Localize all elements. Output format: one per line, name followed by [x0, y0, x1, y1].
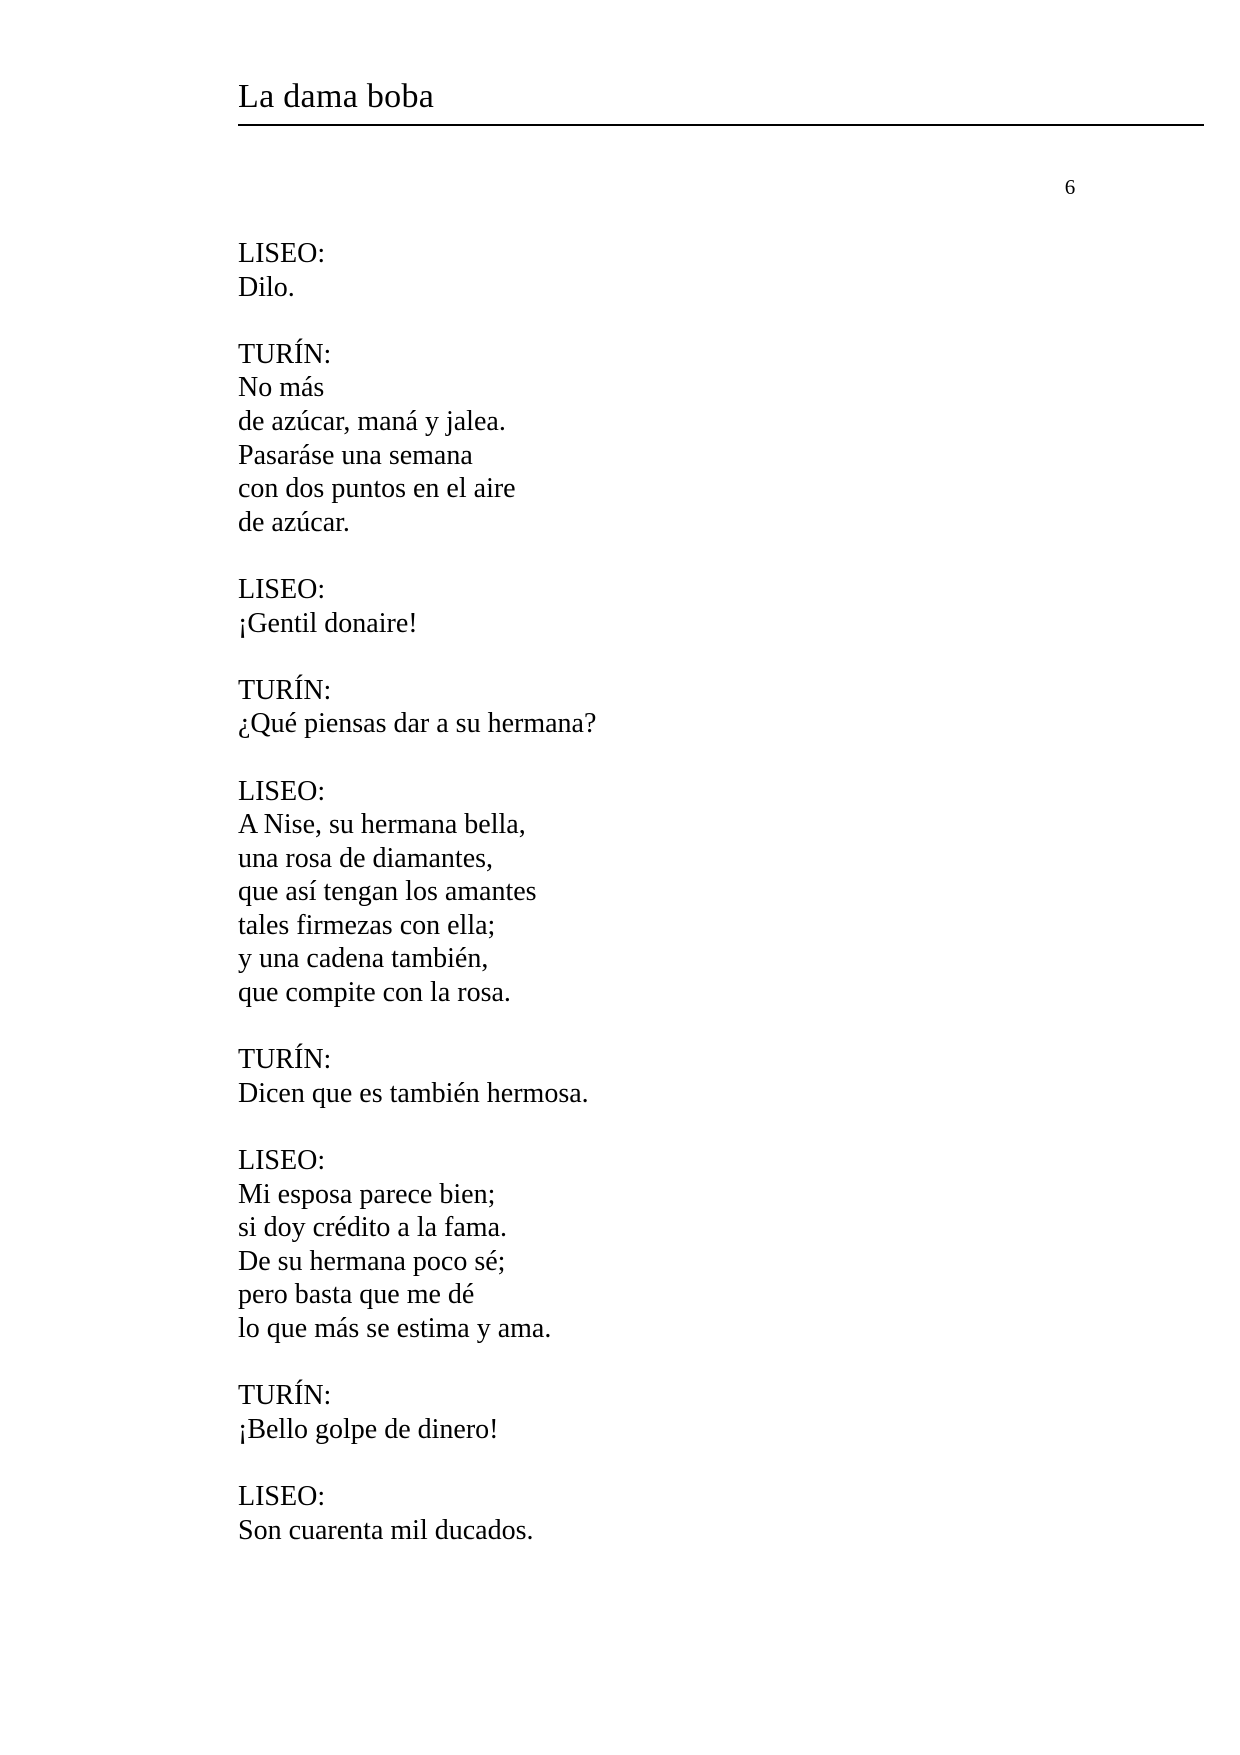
verse-line: una rosa de diamantes,: [238, 842, 494, 874]
dialogue-exchange: [238, 237, 1138, 304]
dialogue-exchange: [238, 573, 1138, 640]
verse-line: De su hermana poco sé;: [238, 1245, 506, 1277]
header-rule: [238, 124, 1204, 126]
speaker-name: LISEO:: [238, 1145, 326, 1177]
verse-line: ¿Qué piensas dar a su hermana?: [238, 708, 597, 740]
verse-line: No más: [238, 372, 325, 404]
speaker-name: TURÍN:: [238, 674, 332, 706]
speaker-name: LISEO:: [238, 775, 326, 807]
verse-line: que compite con la rosa.: [238, 977, 511, 1009]
verse-line: tales firmezas con ella;: [238, 909, 496, 941]
verse-line: que así tengan los amantes: [238, 876, 537, 908]
speaker-name: TURÍN:: [238, 1044, 332, 1076]
verse-line: con dos puntos en el aire: [238, 473, 516, 505]
dialogue-exchange: [238, 1043, 1138, 1110]
dialogue-exchange: [238, 674, 1138, 741]
verse-line: ¡Bello golpe de dinero!: [238, 1413, 499, 1445]
verse-line: y una cadena también,: [238, 943, 489, 975]
speaker-name: LISEO:: [238, 1480, 326, 1512]
verse-line: de azúcar, maná y jalea.: [238, 405, 506, 437]
speaker-name: LISEO:: [238, 573, 326, 605]
verse-line: lo que más se estima y ama.: [238, 1313, 552, 1344]
verse-line: Dilo.: [238, 271, 295, 303]
verse-line: Dicen que es también hermosa.: [238, 1077, 589, 1109]
speaker-name: TURÍN:: [238, 1380, 332, 1412]
verse-line: ¡Gentil donaire!: [238, 607, 418, 639]
verse-line: de azúcar.: [238, 506, 350, 538]
dialogue-exchange: [238, 1379, 1138, 1446]
dialogue-exchange: [238, 775, 1138, 1010]
verse-line: si doy crédito a la fama.: [238, 1212, 508, 1244]
verse-line: Pasaráse una semana: [238, 439, 473, 471]
document-title: La dama boba: [238, 78, 435, 115]
dialogue-exchange: [238, 1480, 1138, 1547]
dialogue-exchange: [238, 338, 1138, 540]
speaker-name: TURÍN:: [238, 338, 332, 370]
dialogue-exchange: [238, 1144, 1138, 1346]
speaker-name: LISEO:: [238, 238, 326, 269]
verse-line: pero basta que me dé: [238, 1279, 475, 1311]
page-number: 6: [1064, 175, 1076, 199]
verse-line: A Nise, su hermana bella,: [238, 809, 526, 841]
running-header: [238, 72, 1204, 126]
verse-line: Mi esposa parece bien;: [238, 1178, 496, 1210]
verse-line: Son cuarenta mil ducados.: [238, 1514, 534, 1546]
play-text: [238, 237, 1138, 1547]
